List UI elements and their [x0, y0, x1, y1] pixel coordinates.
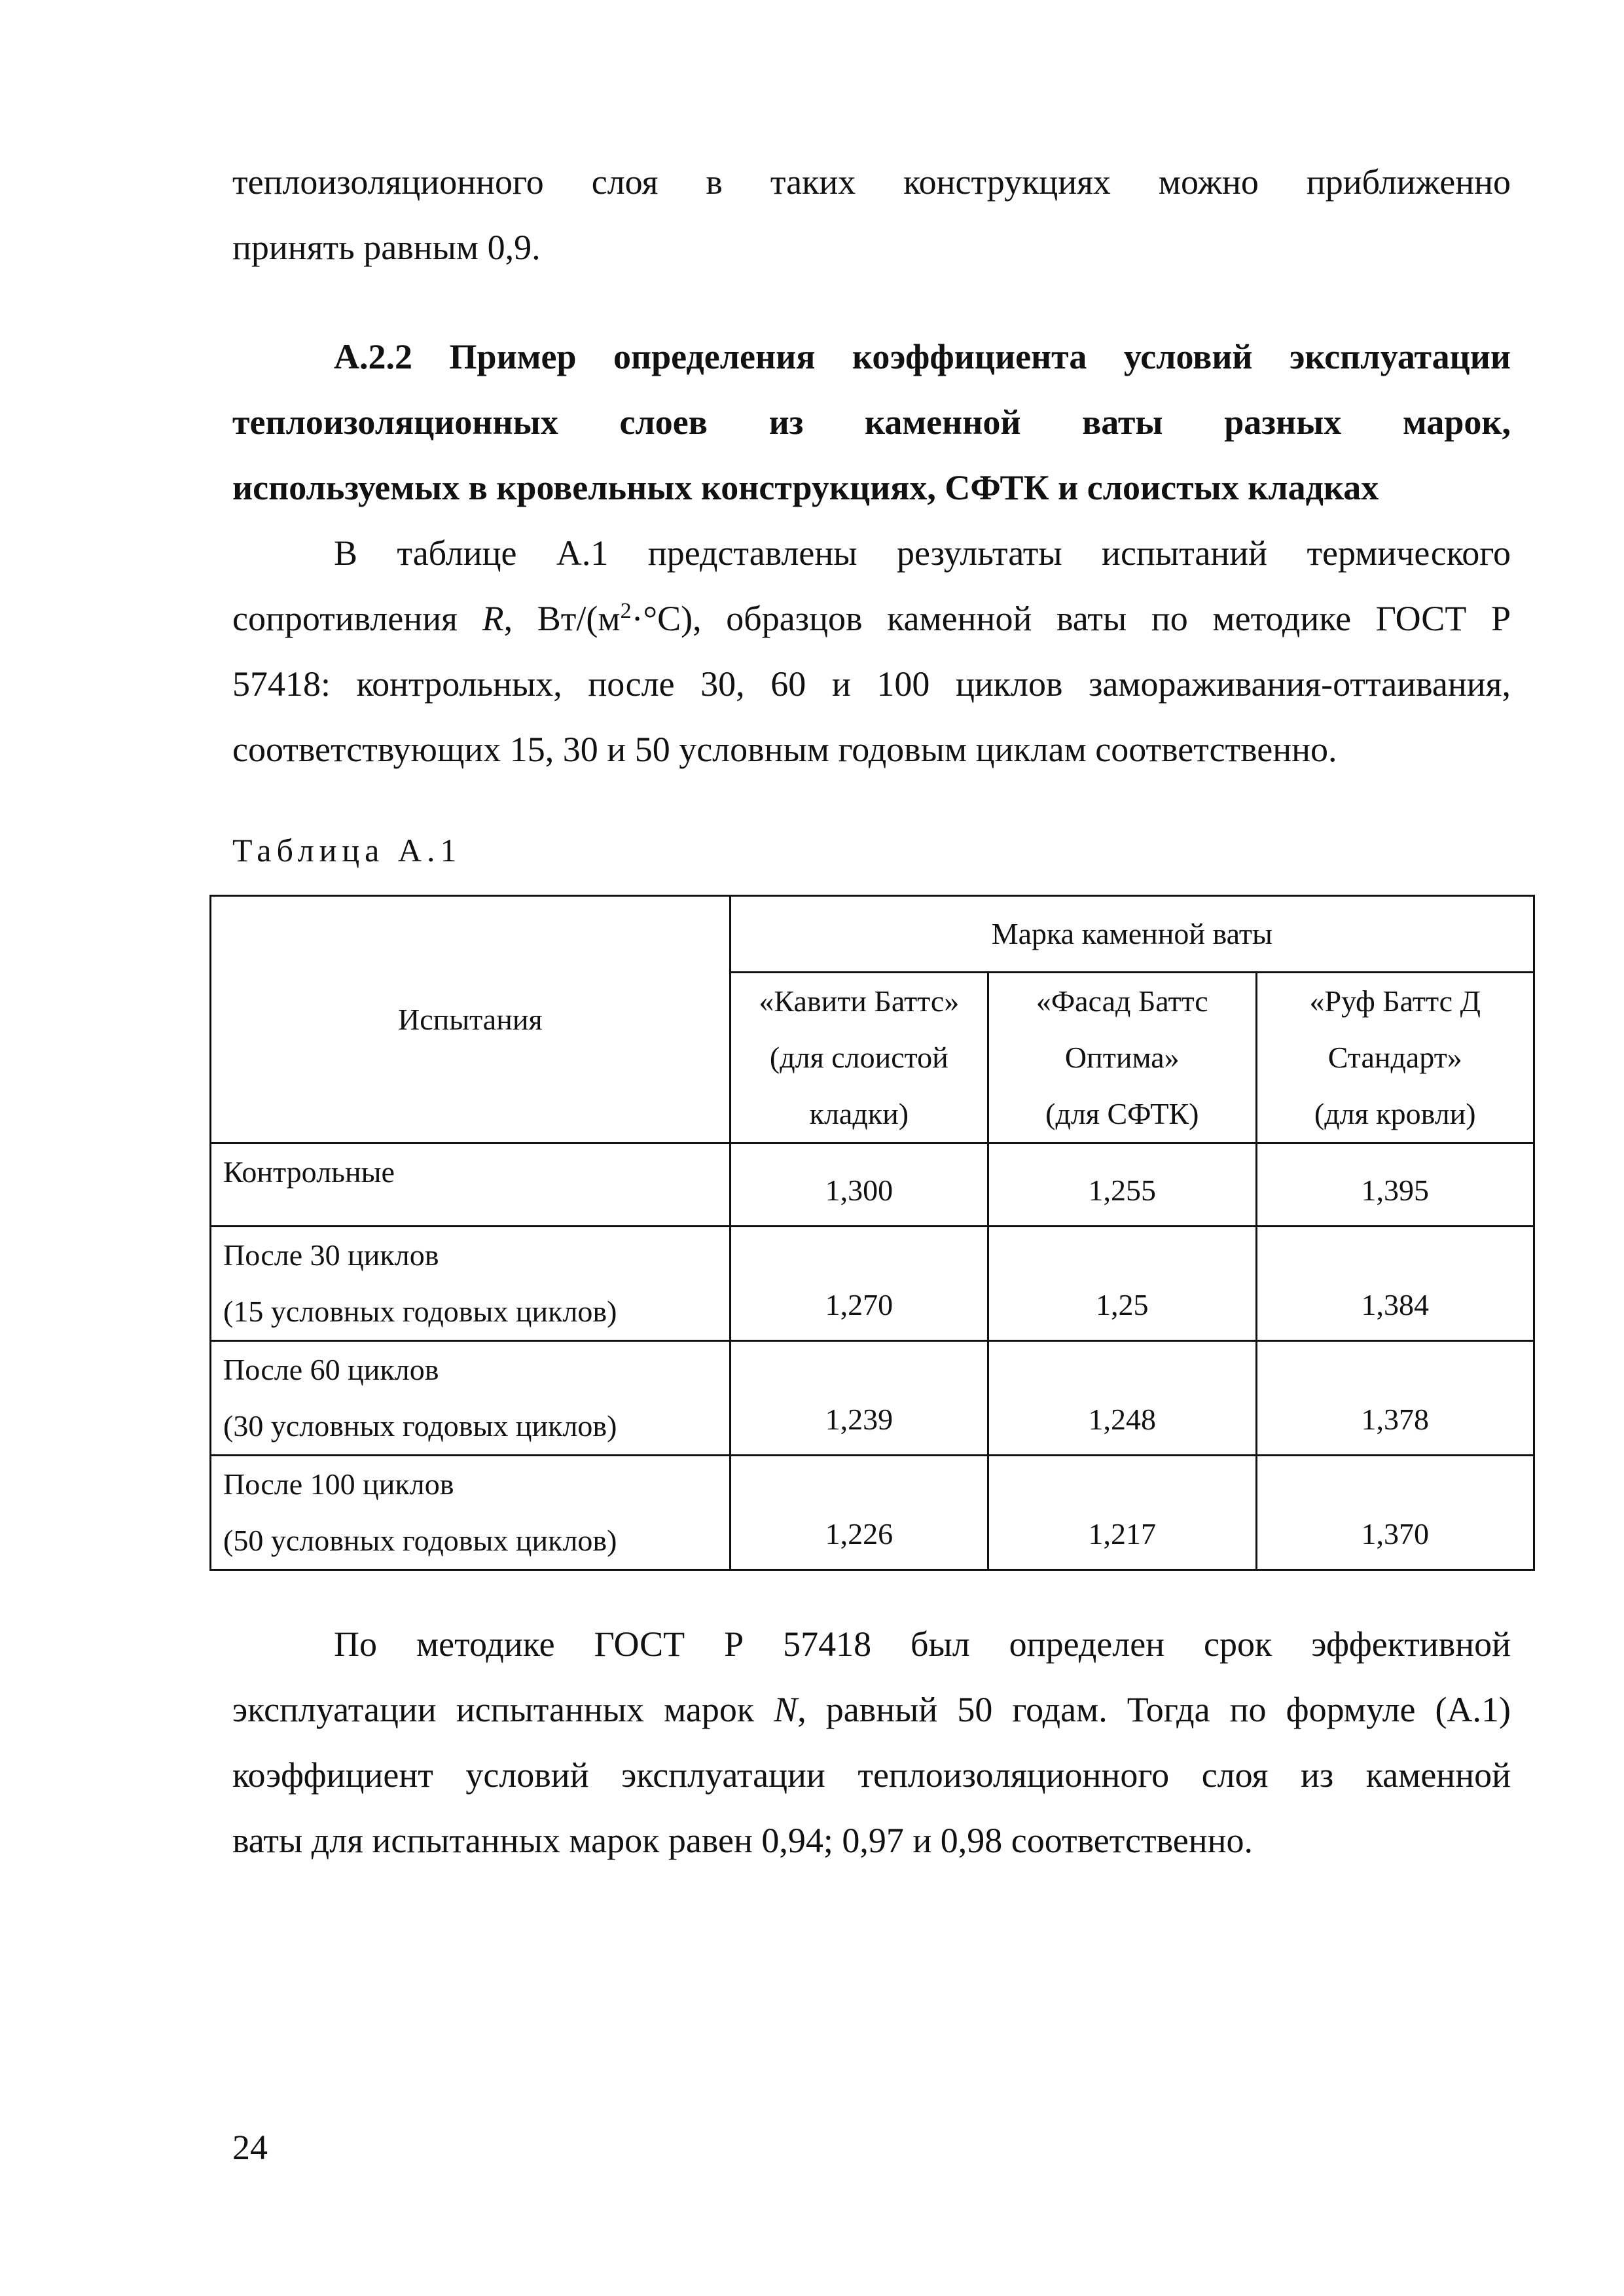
results-table [209, 895, 1535, 1571]
table-intro-line-1: В таблице А.1 представлены результаты испытаний термического [334, 533, 1511, 573]
table-cell: 1,384 [1256, 1227, 1534, 1341]
table-cell: 1,270 [730, 1227, 988, 1341]
column-header-1: «Кавити Баттс» (для слоистой кладки) [730, 973, 988, 1143]
section-heading-line-1: А.2.2 Пример определения коэффициента условий эксплуатации [334, 337, 1511, 376]
table-cell: 1,370 [1256, 1456, 1534, 1570]
table-intro-line-4: соответствующих 15, 30 и 50 условным годовым циклам соответственно. [232, 730, 1337, 769]
document-page [223, 0, 1511, 2296]
row-label: После 60 циклов (30 условных годовых циклов) [211, 1341, 731, 1456]
table-cell: 1,255 [988, 1143, 1256, 1227]
conclusion-paragraph [232, 1611, 1511, 1873]
section-heading [232, 324, 1511, 520]
table-cell: 1,378 [1256, 1341, 1534, 1456]
column-header-2: «Фасад Баттс Оптима» (для СФТК) [988, 973, 1256, 1143]
table-cell: 1,248 [988, 1341, 1256, 1456]
intro-line-1: теплоизоляционного слоя в таких конструкциях можно приближенно [232, 162, 1511, 202]
table-row [211, 1227, 1534, 1341]
page-number: 24 [232, 2128, 268, 2167]
conclusion-line-1: По методике ГОСТ Р 57418 был определен срок эффективной [334, 1624, 1511, 1664]
intro-paragraph [232, 149, 1511, 280]
conclusion-line-2: эксплуатации испытанных марок N, равный 50 годам. Тогда по формуле (А.1) [232, 1690, 1511, 1729]
table-cell: 1,217 [988, 1456, 1256, 1570]
table-cell: 1,239 [730, 1341, 988, 1456]
row-label: После 100 циклов (50 условных годовых циклов) [211, 1456, 731, 1570]
table-cell: 1,395 [1256, 1143, 1534, 1227]
header-tests: Испытания [211, 896, 731, 1143]
table-intro-paragraph [232, 520, 1511, 782]
table-cell: 1,300 [730, 1143, 988, 1227]
table-row [211, 1456, 1534, 1570]
table-cell: 1,226 [730, 1456, 988, 1570]
table-row [211, 1143, 1534, 1227]
table-intro-line-3: 57418: контрольных, после 30, 60 и 100 циклов замораживания-оттаивания, [232, 664, 1511, 704]
row-label: Контрольные [211, 1143, 731, 1227]
table-caption: Таблица А.1 [232, 832, 462, 869]
conclusion-line-4: ваты для испытанных марок равен 0,94; 0,97 и 0,98 соответственно. [232, 1821, 1254, 1860]
row-label: После 30 циклов (15 условных годовых циклов) [211, 1227, 731, 1341]
variable-r: R [482, 599, 504, 638]
column-header-3: «Руф Баттс Д Стандарт» (для кровли) [1256, 973, 1534, 1143]
variable-n: N [774, 1690, 798, 1729]
table-intro-line-2: сопротивления R, $Вт/(м^2\cdot^\circ С)$, образцов каменной ваты по методике ГОСТ Р [232, 599, 1511, 638]
conclusion-line-3: коэффициент условий эксплуатации теплоизоляционного слоя из каменной [232, 1755, 1511, 1795]
section-heading-line-3: используемых в кровельных конструкциях, СФТК и слоистых кладках [232, 468, 1379, 507]
header-brand: Марка каменной ваты [730, 896, 1534, 973]
table-row [211, 1341, 1534, 1456]
intro-line-2: принять равным 0,9. [232, 228, 541, 267]
table-header-row [211, 896, 1534, 973]
section-heading-line-2: теплоизоляционных слоев из каменной ваты разных марок, [232, 403, 1511, 442]
table-cell: 1,25 [988, 1227, 1256, 1341]
